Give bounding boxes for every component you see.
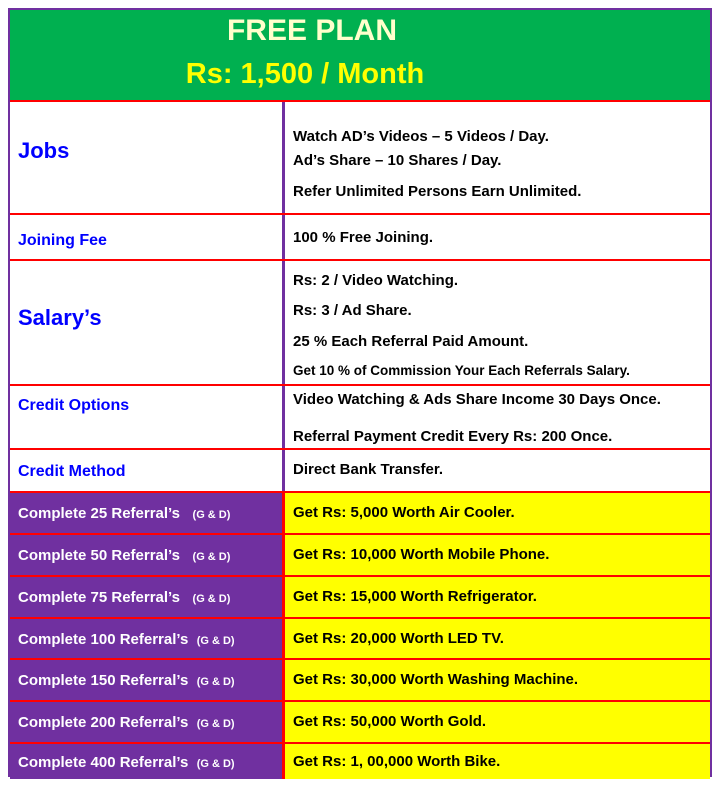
referral-tag: (G & D) — [192, 593, 231, 605]
joining-fee-value: 100 % Free Joining. — [293, 229, 434, 246]
referral-row — [10, 742, 710, 779]
plan-title: FREE PLAN — [226, 14, 397, 47]
referral-tag: (G & D) — [196, 718, 235, 730]
referral-label: Complete 25 Referral’s — [18, 505, 181, 522]
plan-table — [8, 8, 712, 777]
referral-label: Complete 75 Referral’s — [18, 589, 181, 606]
referral-reward: Get Rs: 10,000 Worth Mobile Phone. — [293, 546, 550, 563]
referral-tag: (G & D) — [196, 676, 235, 688]
referral-label: Complete 50 Referral’s — [18, 547, 181, 564]
row-salary — [10, 259, 710, 384]
salary-line: Rs: 3 / Ad Share. — [293, 302, 412, 319]
credit-options-line: Referral Payment Credit Every Rs: 200 Once. — [293, 428, 613, 445]
referral-row — [10, 658, 710, 700]
referral-reward: Get Rs: 50,000 Worth Gold. — [293, 713, 487, 730]
referral-reward: Get Rs: 15,000 Worth Refrigerator. — [293, 588, 537, 605]
row-credit-method — [10, 448, 710, 491]
row-joining-fee — [10, 213, 710, 259]
salary-label: Salary’s — [18, 305, 102, 330]
salary-line: Rs: 2 / Video Watching. — [293, 272, 459, 289]
credit-options-label: Credit Options — [18, 397, 130, 414]
referral-reward: Get Rs: 20,000 Worth LED TV. — [293, 630, 504, 647]
referral-reward: Get Rs: 1, 00,000 Worth Bike. — [293, 753, 501, 770]
jobs-line: Ad’s Share – 10 Shares / Day. — [293, 152, 502, 169]
row-jobs — [10, 100, 710, 213]
referral-label: Complete 150 Referral’s — [18, 672, 189, 689]
referral-tag: (G & D) — [192, 551, 231, 563]
joining-fee-label: Joining Fee — [18, 232, 107, 249]
referral-row — [10, 533, 710, 575]
row-credit-options — [10, 384, 710, 448]
referral-label: Complete 200 Referral’s — [18, 714, 189, 731]
referral-row — [10, 491, 710, 533]
salary-line: Get 10 % of Commission Your Each Referrals Salary. — [293, 363, 630, 378]
jobs-line: Watch AD’s Videos – 5 Videos / Day. — [293, 128, 549, 145]
credit-method-label: Credit Method — [18, 463, 126, 480]
referral-label: Complete 400 Referral’s — [18, 754, 189, 771]
referral-row — [10, 617, 710, 658]
jobs-line: Refer Unlimited Persons Earn Unlimited. — [293, 183, 582, 200]
referral-reward: Get Rs: 5,000 Worth Air Cooler. — [293, 504, 515, 521]
referral-tag: (G & D) — [196, 758, 235, 770]
referral-row — [10, 700, 710, 742]
credit-options-line: Video Watching & Ads Share Income 30 Days Once. — [293, 391, 661, 408]
referral-reward: Get Rs: 30,000 Worth Washing Machine. — [293, 671, 579, 688]
referral-label: Complete 100 Referral’s — [18, 631, 189, 648]
jobs-label: Jobs — [18, 138, 70, 163]
referral-tag: (G & D) — [196, 635, 235, 647]
credit-method-value: Direct Bank Transfer. — [293, 461, 444, 478]
referral-tag: (G & D) — [192, 509, 231, 521]
salary-line: 25 % Each Referral Paid Amount. — [293, 333, 529, 350]
referral-row — [10, 575, 710, 617]
plan-price: Rs: 1,500 / Month — [185, 58, 425, 90]
plan-header — [10, 10, 710, 100]
